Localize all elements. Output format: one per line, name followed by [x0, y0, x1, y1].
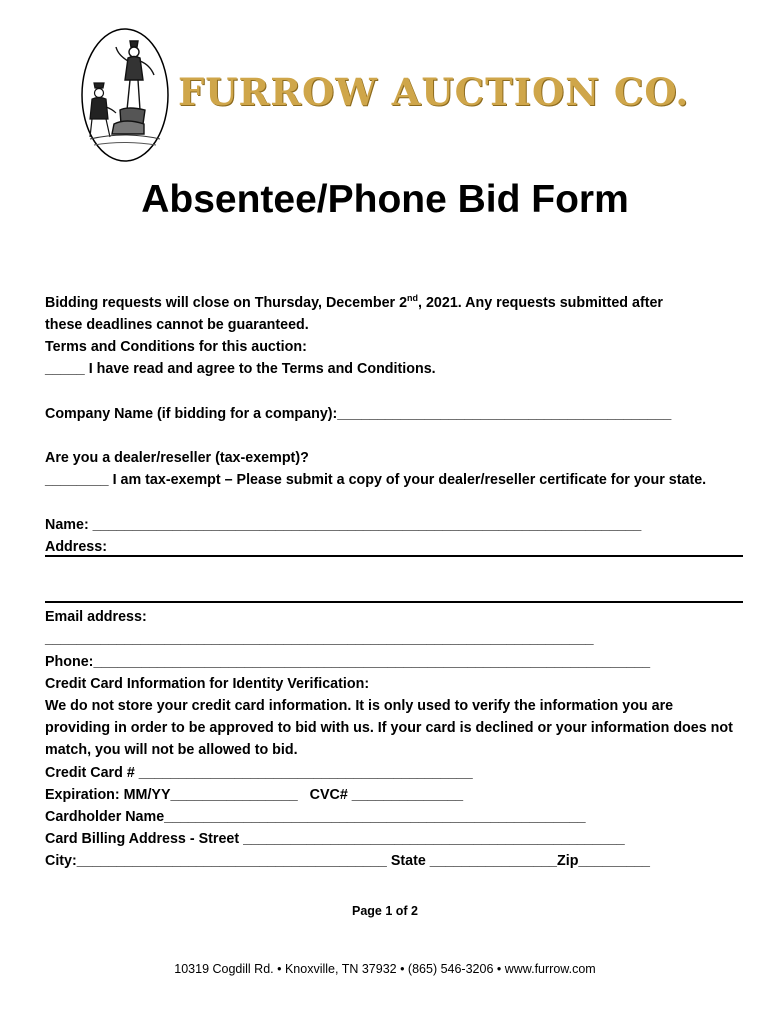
tax-exempt-field[interactable]: ________ I am tax-exempt – Please submit a copy of your dealer/reseller certificate for your state.: [45, 472, 707, 489]
company-name-field[interactable]: Company Name (if bidding for a company):__________________________________________: [45, 405, 672, 422]
cardholder-name-field[interactable]: Cardholder Name_____________________________________________________: [45, 808, 586, 825]
email-field[interactable]: _____________________________________________________________________: [45, 631, 594, 648]
page-number: Page 1 of 2: [352, 904, 418, 918]
address-label: Address:: [45, 538, 107, 555]
furrow-logo: [80, 27, 170, 163]
deadline-line: Bidding requests will close on Thursday, December 2nd, 2021. Any requests submitted after: [45, 293, 663, 311]
email-label: Email address:: [45, 609, 147, 626]
company-name: FURROW AUCTION CO.: [178, 70, 690, 114]
terms-agree-field[interactable]: _____ I have read and agree to the Terms and Conditions.: [45, 361, 436, 378]
expiration-cvc-field[interactable]: Expiration: MM/YY________________ CVC# ______________: [45, 786, 464, 803]
deadline-line-2: these deadlines cannot be guaranteed.: [45, 316, 309, 333]
credit-card-heading: Credit Card Information for Identity Verification:: [45, 675, 370, 692]
credit-card-notice: We do not store your credit card information. It is only used to verify the information you are providing in order to be approved to bid with us. If your card is declined or your information does not match, you will not be allowed to bid.: [45, 697, 733, 759]
form-body: [45, 287, 735, 873]
city-state-zip-field[interactable]: City:_______________________________________ State ________________Zip_________: [45, 853, 650, 870]
address-line-2[interactable]: [45, 601, 743, 603]
phone-field[interactable]: Phone:______________________________________________________________________: [45, 653, 651, 670]
terms-heading: Terms and Conditions for this auction:: [45, 339, 307, 356]
billing-street-field[interactable]: Card Billing Address - Street ________________________________________________: [45, 831, 625, 848]
dealer-question: Are you a dealer/reseller (tax-exempt)?: [45, 450, 309, 467]
form-title: Absentee/Phone Bid Form: [141, 178, 629, 221]
footer-contact: 10319 Cogdill Rd. • Knoxville, TN 37932 • (865) 546-3206 • www.furrow.com: [174, 962, 596, 976]
credit-card-number-field[interactable]: Credit Card # __________________________________________: [45, 764, 473, 781]
name-field[interactable]: Name: _____________________________________________________________________: [45, 516, 642, 533]
address-line-1[interactable]: [45, 555, 743, 557]
